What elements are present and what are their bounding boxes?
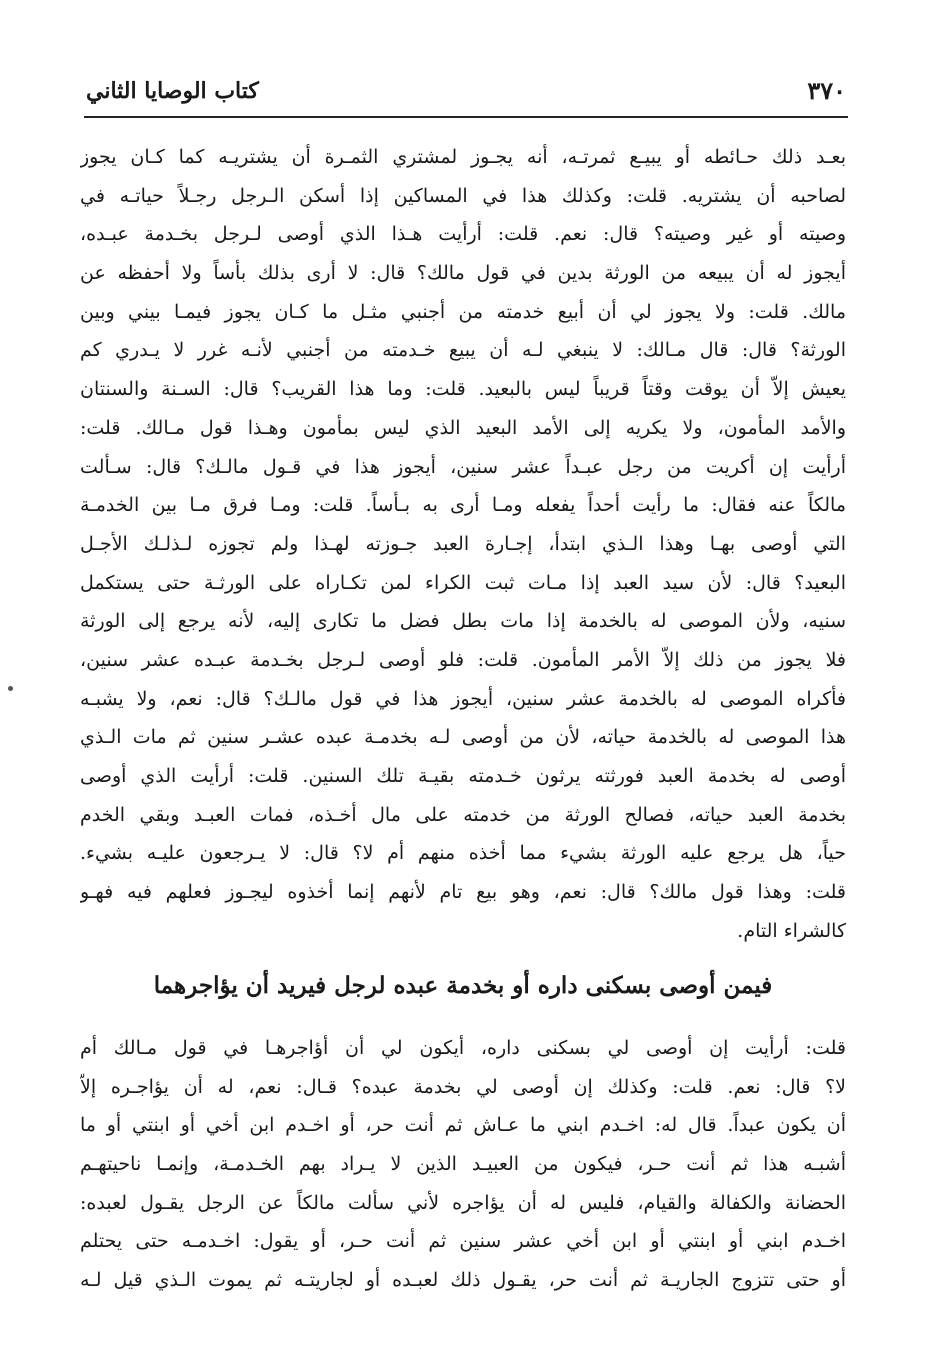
text-line: أو حتى تتزوج الجاريـة ثم أنت حر، يقـول ذلك لعبـده أو لجاريتـه ثم يموت الـذي قيل لـه xyxy=(80,1269,846,1292)
text-line: أوصى له بخدمة العبد فورثته يرثون خـدمته بقيـة تلك السنين. قلت: أرأيت الذي أوصى xyxy=(80,765,846,787)
text-line: أيجوز له أن يبيعه من الورثة بدين في قول مالك؟ قال: لا أرى بذلك بأساً ولا أحفظه عن xyxy=(80,262,846,285)
body-text-section-1 xyxy=(80,138,846,950)
text-line: يعيش إلاّ أن يوقت وقتاً قريباً ليس بالبعيد. قلت: وما هذا القريب؟ قال: السـنة والسنتان xyxy=(80,378,846,401)
text-line: قلت: وهذا قول مالك؟ قال: نعم، وهو بيع تام لأنهم إنما أخذوه ليجـوز فعلهم فيه فهـو xyxy=(80,881,846,904)
body-text-section-2 xyxy=(80,1029,846,1300)
header-divider xyxy=(84,116,848,118)
section-heading: فيمن أوصى بسكنى داره أو بخدمة عبده لرجل فيريد أن يؤاجرهما xyxy=(153,972,773,999)
text-line: مالك. قلت: ولا يجوز لي أن أبيع خدمته من أجنبي مثـل ما كـان يجوز فيمـا بيني وبين xyxy=(80,300,846,323)
text-line: بخدمة العبد حياته، فصالح الورثة من خدمته على مال أخـذه، فمات العبـد وبقي الخدم xyxy=(80,803,846,826)
page-header xyxy=(86,72,846,112)
text-line: أرأيت إن أكريت من رجل عبـداً عشر سنين، أيجوز هذا في قـول مالـك؟ قال: سـألت xyxy=(80,455,846,478)
text-line: وصيته أو غير وصيته؟ قال: نعم. قلت: أرأيت هـذا الذي أوصى لـرجل بخـدمة عبـده، xyxy=(80,223,846,246)
text-line: بعـد ذلك حـائطه أو يبيـع ثمرتـه، أنه يجـوز لمشتري الثمـرة أن يشتريـه كما كـان يجوز xyxy=(80,146,846,168)
text-line: أن يكون عبداً. قال له: اخـدم ابني ما عـاش ثم أنت حر، أو اخـدم ابن أخي أو ابنتي أو ما xyxy=(80,1114,846,1137)
text-line: فأكراه الموصى له بالخدمة عشر سنين، أيجوز هذا في قول مالـك؟ قال: نعم، ولا يشبـه xyxy=(80,687,846,710)
text-line: كالشراء التام. xyxy=(737,919,846,942)
text-line: مالكاً عنه فقال: ما رأيت أحداً يفعله ومـا أرى به بـأساً. قلت: ومـا فرق مـا بين الخدمـة xyxy=(80,494,846,517)
text-line: هذا الموصى له بالخدمة حياته، لأن من أوصى لـه بخدمـة عبده عشـر سنين ثم مات الـذي xyxy=(80,726,846,749)
text-line: اخـدم ابني أو ابنتي أو ابن أخي عشر سنين ثم أنت حـر، أو يقول: اخـدمـه حتى يحتلم xyxy=(80,1230,846,1253)
text-line: والأمد المأمون، ولا يكريه إلى الأمد البعيد الذي ليس بمأمون وهـذا قول مـالك. قلت: xyxy=(80,416,846,439)
scan-speck xyxy=(8,686,13,691)
text-line: البعيد؟ قال: لأن سيد العبد إذا مـات ثبت الكراء لمن تكـاراه على الورثـة حتى يستكمل xyxy=(80,571,846,594)
text-line: سنيه، ولأن الموصى له بالخدمة إذا مات بطل فضل ما تكارى إليه، لأنه يرجع إلى الورثة xyxy=(80,610,846,633)
text-line: التي أوصى بهـا وهذا الـذي ابتدأ، إجـارة العبد جـوزته لهـذا ولم تجوزه لـذلـك الأجـل xyxy=(80,532,846,555)
text-line: أشبـه هذا ثم أنت حـر، فيكون من العبيـد الذين لا يـراد بهم الخـدمـة، وإنمـا ناحيتهـم xyxy=(80,1153,846,1176)
running-title: كتاب الوصايا الثاني xyxy=(86,78,259,104)
text-line: الحضانة والكفالة والقيام، فليس له أن يؤاجره لأني سألت مالكاً عن الرجل يقـول لعبده: xyxy=(80,1191,846,1214)
text-line: لصاحبه أن يشتريه. قلت: وكذلك هذا في المساكين إذا أسكن الـرجل رجـلاً حياتـه في xyxy=(80,184,846,207)
text-line: حياً، هل يرجع عليه الورثة بشيء مما أخذه منهم أم لا؟ قال: لا يـرجعون عليـه بشيء. xyxy=(80,842,846,865)
text-line: فلا يجوز من ذلك إلاّ الأمر المأمون. قلت: فلو أوصى لـرجل بخـدمة عبـده عشر سنين، xyxy=(80,648,846,671)
text-line: قلت: أرأيت إن أوصى لي بسكنى داره، أيكون لي أن أؤاجرهـا في قول مـالك أم xyxy=(80,1037,846,1059)
text-line: الورثة؟ قال: قال مـالك: لا ينبغي لـه أن يبيع خـدمته من أجنبي لأنـه غرر لا يـدري كم xyxy=(80,339,846,362)
text-line: لا؟ قال: نعم. قلت: وكذلك إن أوصى لي بخدمة عبده؟ قـال: نعم، له أن يؤاجـره إلاّ xyxy=(80,1075,846,1098)
page-number: ٣٧٠ xyxy=(807,76,846,105)
